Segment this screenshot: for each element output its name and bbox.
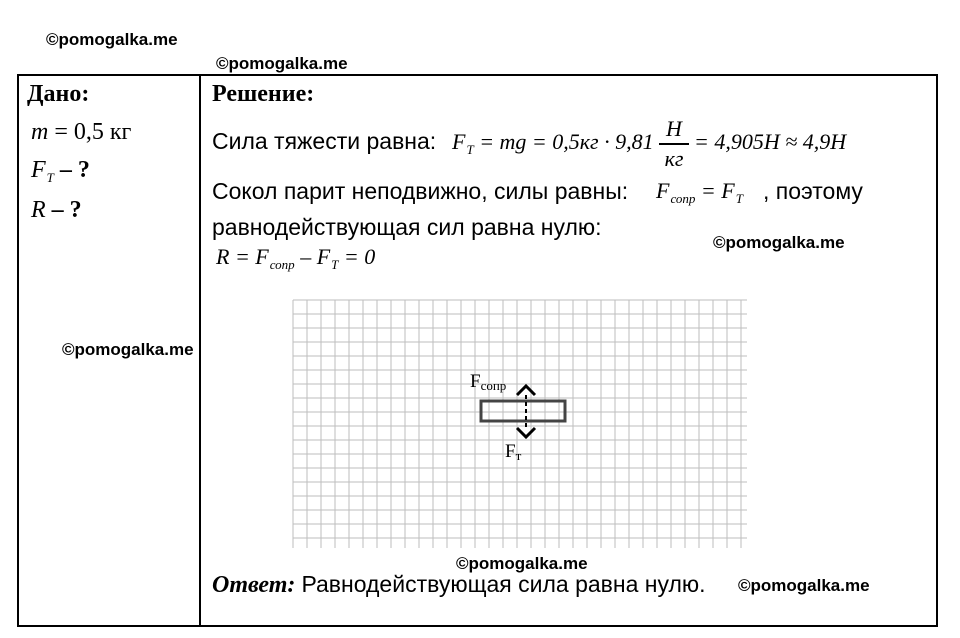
watermark: ©pomogalka.me <box>46 30 178 49</box>
gravity-result: = 4,905Н ≈ 4,9Н <box>694 129 847 154</box>
grid-lines <box>293 300 747 548</box>
answer-text: Равнодействующая сила равна нулю. <box>301 571 706 597</box>
resultant-formula: $R = F_{сопр} - F_T = 0$ <box>216 244 376 272</box>
gravity-text: Сила тяжести равна: <box>212 128 437 154</box>
solution-title: Решение: <box>212 81 315 107</box>
falcon-formula: $F_{сопр} = F_T$ <box>656 178 743 206</box>
result-unknown: – ? <box>51 197 82 223</box>
gravity-force-label: Fт <box>505 441 522 463</box>
force-subscript: T <box>46 170 54 185</box>
force-unknown: – ? <box>59 157 90 183</box>
gravity-formula: $F_T$ = mg = 0,5кг · 9,81 <box>452 129 654 157</box>
fraction-denominator: кг <box>664 145 684 171</box>
falcon-body-rect <box>481 401 565 421</box>
mass-symbol: m <box>31 119 49 145</box>
arrow-down-icon <box>517 428 535 437</box>
mass-value: = 0,5 кг <box>54 119 132 145</box>
given-title: Дано: <box>27 81 90 107</box>
watermark: ©pomogalka.me <box>456 554 588 573</box>
resultant-text: равнодействующая сил равна нулю: <box>212 214 602 240</box>
answer-line <box>212 573 706 597</box>
force-symbol: F <box>31 157 46 183</box>
arrow-up-icon <box>517 386 535 395</box>
fraction-numerator: Н <box>666 116 682 141</box>
answer-label: Ответ: <box>212 572 296 598</box>
falcon-text: Сокол парит неподвижно, силы равны: <box>212 178 629 204</box>
watermark: ©pomogalka.me <box>713 233 845 252</box>
result-symbol: R <box>31 197 46 223</box>
watermark: ©pomogalka.me <box>738 576 870 595</box>
drag-force-label: Fсопр <box>470 371 507 393</box>
falcon-tail: , поэтому <box>763 178 863 204</box>
watermark: ©pomogalka.me <box>62 340 194 359</box>
watermark: ©pomogalka.me <box>216 54 348 73</box>
